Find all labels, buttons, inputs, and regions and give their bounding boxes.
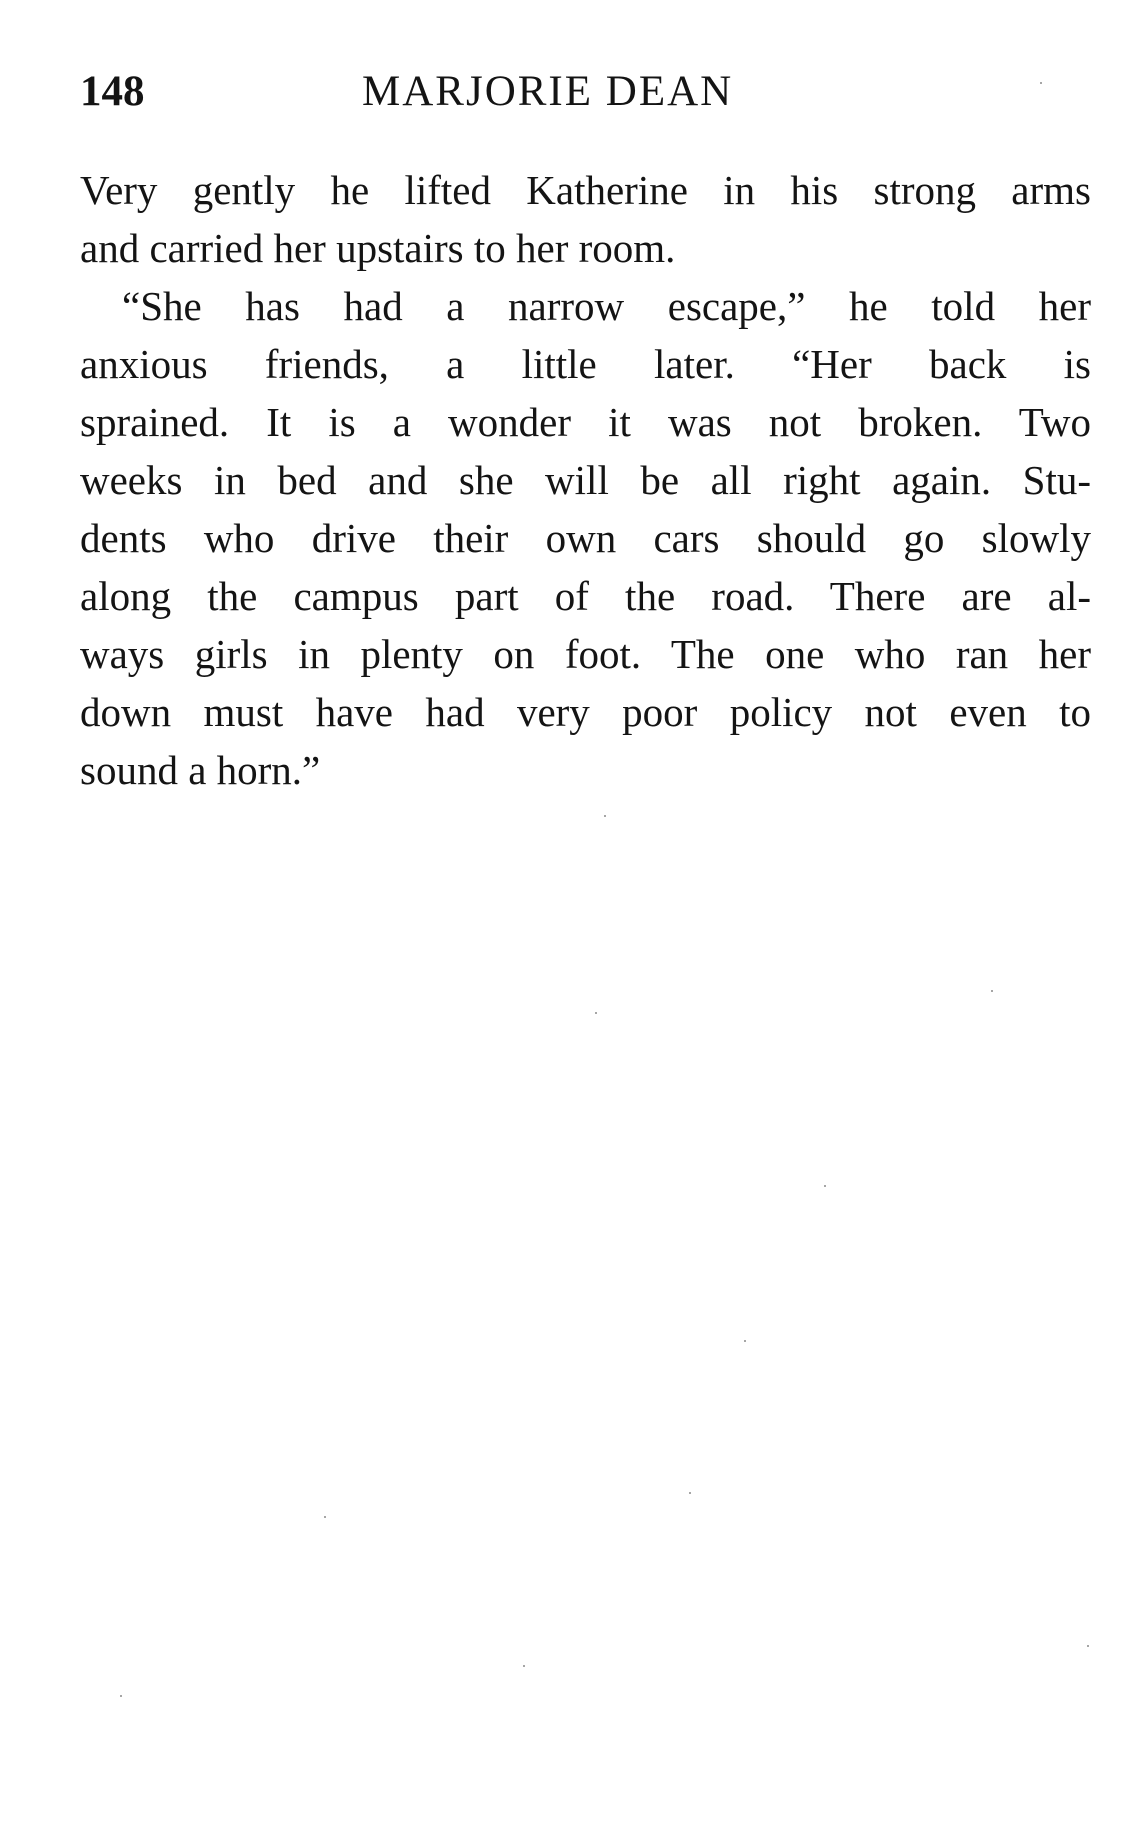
text-line: sound a horn.”	[80, 747, 321, 793]
scan-speck	[689, 1492, 691, 1494]
scan-speck	[595, 1012, 597, 1014]
text-line: down must have had very poor policy not even to	[80, 689, 1091, 735]
scan-speck	[1087, 1645, 1089, 1647]
scan-speck	[991, 990, 993, 992]
running-head	[80, 62, 1091, 122]
text-line: sprained. It is a wonder it was not broken. Two	[80, 399, 1091, 445]
text-line: dents who drive their own cars should go slowly	[80, 515, 1091, 561]
scan-speck	[744, 1340, 746, 1342]
text-line: and carried her upstairs to her room.	[80, 225, 676, 271]
text-line: ways girls in plenty on foot. The one who ran her	[80, 631, 1091, 677]
scan-speck	[523, 1665, 525, 1667]
text-line: weeks in bed and she will be all right again. Stu-	[80, 457, 1091, 503]
page-number: 148	[80, 68, 145, 115]
body-text	[80, 161, 1091, 799]
scan-speck	[1040, 82, 1042, 84]
scan-speck	[120, 1695, 122, 1697]
text-line: “She has had a narrow escape,” he told her	[122, 283, 1091, 329]
book-title: MARJORIE DEAN	[362, 68, 734, 115]
scan-speck	[604, 815, 606, 817]
text-line: along the campus part of the road. There are al-	[80, 573, 1091, 619]
scan-speck	[324, 1516, 326, 1518]
scan-speck	[824, 1185, 826, 1187]
text-line: Very gently he lifted Katherine in his strong arms	[80, 167, 1091, 213]
text-line: anxious friends, a little later. “Her back is	[80, 341, 1091, 387]
